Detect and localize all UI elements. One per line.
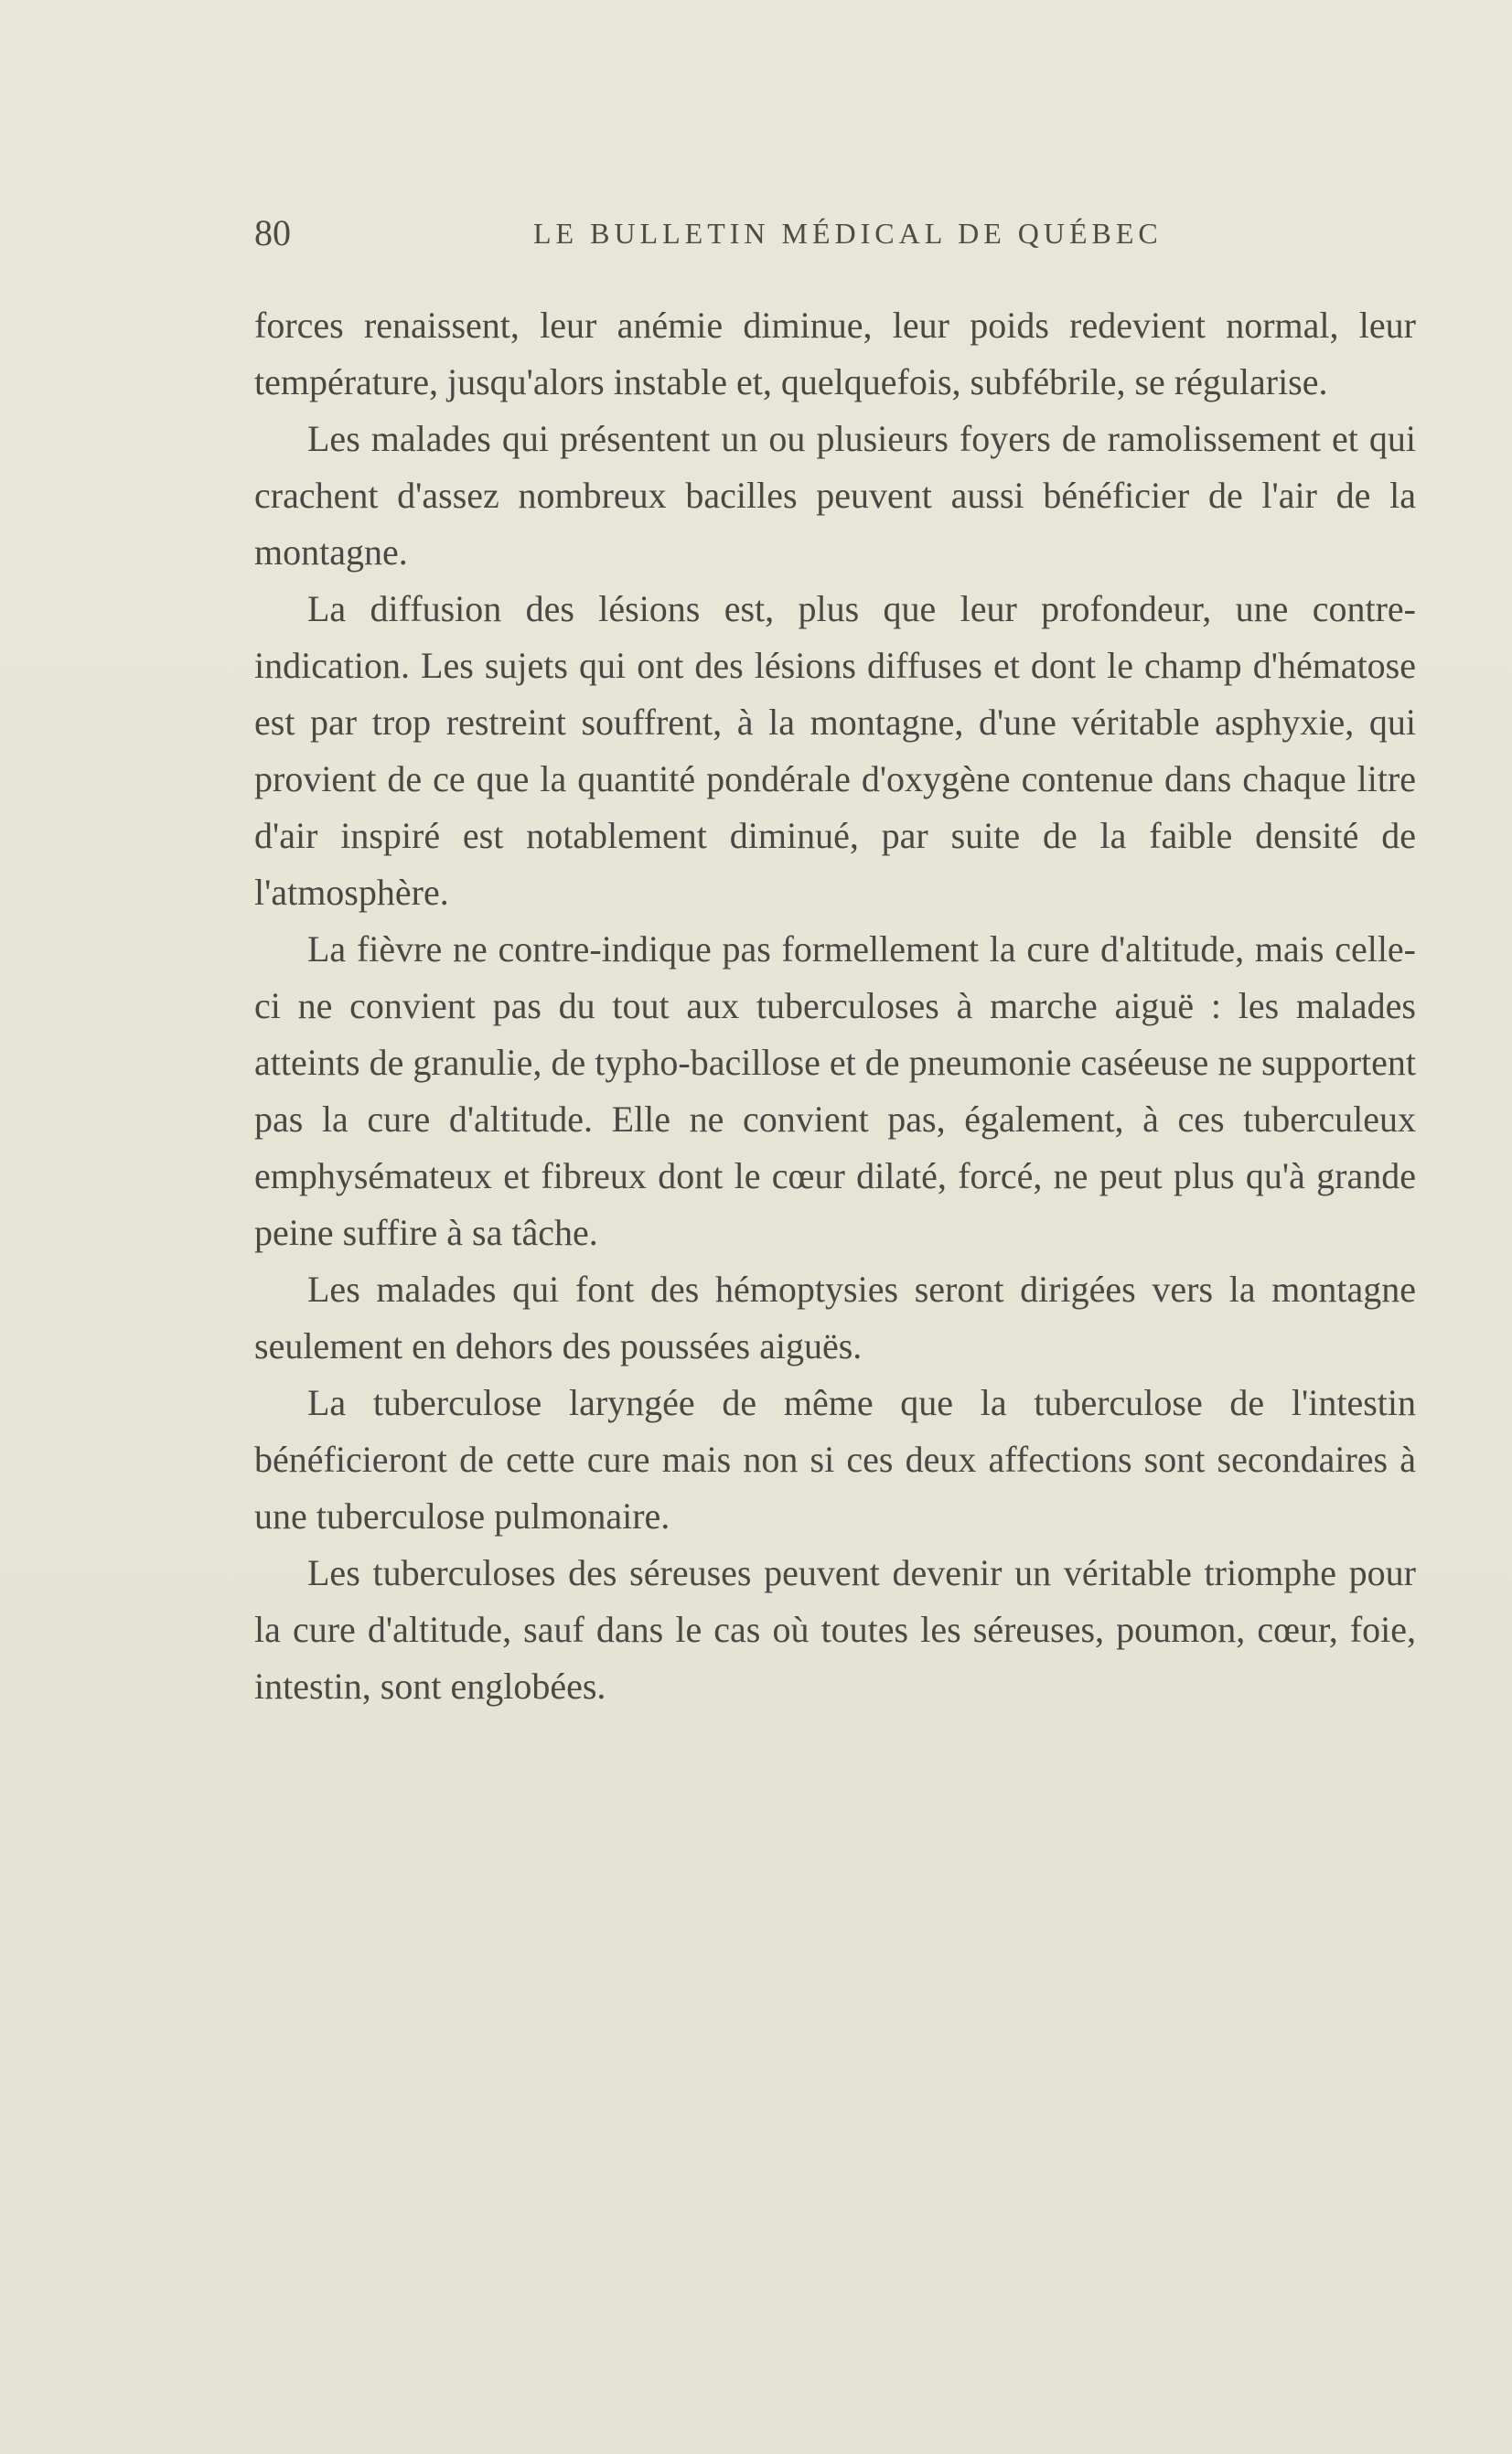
paragraph: La diffusion des lésions est, plus que leur profondeur, une contre-indication. Les sujets qui ont des lésions diffuses et dont le champ d'hématose est par trop restreint souffrent, à la montagne, d'une véritable asphyxie, qui provient de ce que la quantité pondérale d'oxygène contenue dans chaque litre d'air inspiré est notablement diminué, par suite de la faible densité de l'atmosphère. <box>254 588 1416 913</box>
page-number: 80 <box>254 212 291 253</box>
paragraph: forces renaissent, leur anémie diminue, leur poids redevient normal, leur température, jusqu'alors instable et, quelquefois, subfébrile, se régularise. <box>254 305 1416 402</box>
running-header <box>254 206 1416 261</box>
paragraph: Les malades qui font des hémoptysies seront dirigées vers la montagne seulement en dehors des poussées aiguës. <box>254 1269 1416 1366</box>
paragraph: La fièvre ne contre-indique pas formellement la cure d'altitude, mais celle-ci ne convient pas du tout aux tuberculoses à marche aiguë : les malades atteints de granulie, de typho-bacillose et de pneumonie caséeuse ne supportent pas la cure d'altitude. Elle ne convient pas, également, à ces tuberculeux emphysémateux et fibreux dont le cœur dilaté, forcé, ne peut plus qu'à grande peine suffire à sa tâche. <box>254 928 1416 1253</box>
body-text <box>254 297 1416 1715</box>
journal-title: LE BULLETIN MÉDICAL DE QUÉBEC <box>533 217 1163 250</box>
paragraph: Les tuberculoses des séreuses peuvent devenir un véritable triomphe pour la cure d'altitude, sauf dans le cas où toutes les séreuses, poumon, cœur, foie, intestin, sont englobées. <box>254 1552 1416 1707</box>
paragraph: Les malades qui présentent un ou plusieurs foyers de ramolissement et qui crachent d'assez nombreux bacilles peuvent aussi bénéficier de l'air de la montagne. <box>254 418 1416 573</box>
paragraph: La tuberculose laryngée de même que la tuberculose de l'intestin bénéficieront de cette cure mais non si ces deux affections sont secondaires à une tuberculose pulmonaire. <box>254 1382 1416 1537</box>
